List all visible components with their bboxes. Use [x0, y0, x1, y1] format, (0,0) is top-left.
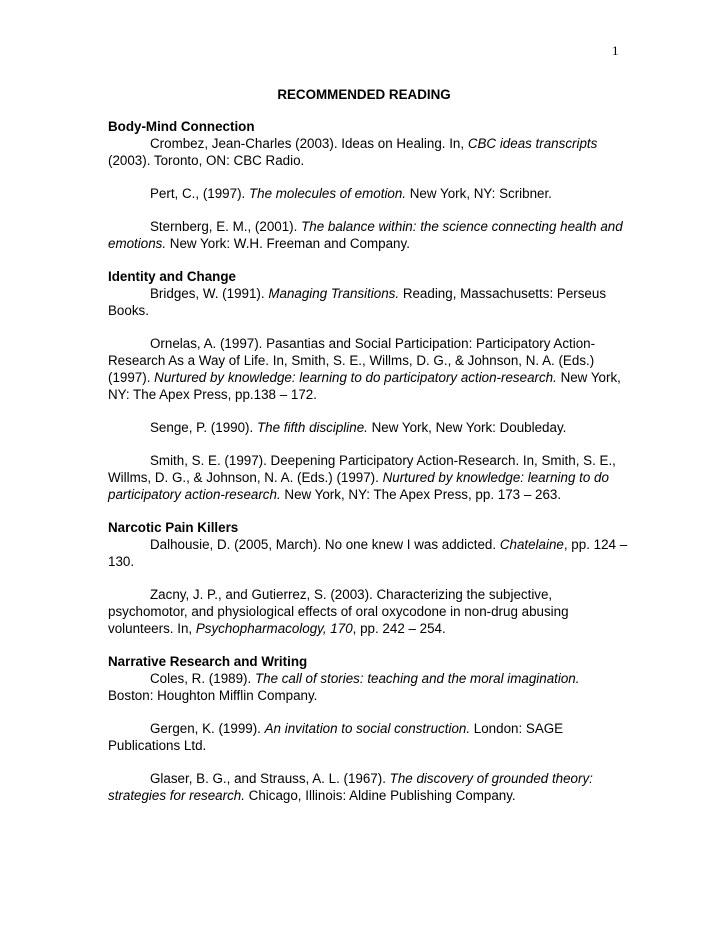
reference-entry: [108, 419, 628, 436]
reference-entry: [108, 335, 628, 403]
reference-text: Zacny, J. P., and Gutierrez, S. (2003). Characterizing the subjective, psychomotor, and physiological effects of oral oxycodone in non-drug abusing volunteers. In,: [108, 587, 569, 636]
reference-title-text: Nurtured by knowledge: learning to do participatory action-research.: [154, 370, 557, 385]
reference-entry: [108, 536, 628, 570]
reference-text: Boston: Houghton Mifflin Company.: [108, 688, 318, 703]
reference-text: , pp. 124 – 130.: [108, 537, 628, 569]
reference-text: Dalhousie, D. (2005, March). No one knew I was addicted.: [150, 537, 500, 552]
reference-entry: [108, 452, 628, 503]
reference-entry: [108, 586, 628, 637]
reference-text: New York, NY: Scribner.: [406, 186, 552, 201]
page-title: RECOMMENDED READING: [277, 87, 451, 102]
reference-entry: [108, 670, 628, 704]
reference-text: Chicago, Illinois: Aldine Publishing Company.: [244, 788, 516, 803]
reference-entry: [108, 218, 628, 252]
page-number: 1: [612, 43, 619, 58]
reference-title-text: An invitation to social construction.: [264, 721, 471, 736]
reference-entry: [108, 720, 628, 754]
reference-entry: [108, 770, 628, 804]
reference-title-text: The fifth discipline.: [256, 420, 368, 435]
reference-text: New York: W.H. Freeman and Company.: [166, 236, 410, 251]
reference-text: Smith, S. E. (1997). Deepening Participatory Action-Research. In, Smith, S. E., Willms, D. G., & Johnson, N. A. (Eds.) (1997).: [108, 453, 616, 485]
section: [108, 519, 628, 637]
reference-text: Pert, C., (1997).: [150, 186, 249, 201]
reference-text: London: SAGE Publications Ltd.: [108, 721, 564, 753]
section-heading: Narcotic Pain Killers: [108, 520, 239, 535]
reference-text: Senge, P. (1990).: [150, 420, 257, 435]
reference-entry: [108, 135, 628, 169]
reference-text: Coles, R. (1989).: [150, 671, 255, 686]
reading-list: [108, 118, 628, 820]
reference-title-text: The call of stories: teaching and the moral imagination.: [254, 671, 580, 686]
reference-text: Crombez, Jean-Charles (2003). Ideas on Healing. In,: [150, 136, 468, 151]
section: [108, 268, 628, 503]
reference-title-text: Psychopharmacology, 170: [195, 621, 353, 636]
reference-title-text: Managing Transitions.: [268, 286, 400, 301]
section-heading: Body-Mind Connection: [108, 119, 255, 134]
reference-title-text: The molecules of emotion.: [248, 186, 407, 201]
reference-text: (2003). Toronto, ON: CBC Radio.: [108, 153, 305, 168]
reference-text: Reading, Massachusetts: Perseus Books.: [108, 286, 607, 318]
reference-title-text: Chatelaine: [499, 537, 564, 552]
section: [108, 118, 628, 252]
reference-text: New York, NY: The Apex Press, pp. 173 – 263.: [280, 487, 562, 502]
reference-text: Glaser, B. G., and Strauss, A. L. (1967).: [150, 771, 390, 786]
reference-text: Gergen, K. (1999).: [150, 721, 265, 736]
reference-text: Bridges, W. (1991).: [150, 286, 269, 301]
reference-text: New York, NY: The Apex Press, pp.138 – 172.: [108, 370, 621, 402]
section: [108, 653, 628, 804]
reference-title-text: The discovery of grounded theory: strategies for research.: [108, 771, 593, 803]
section-heading: Narrative Research and Writing: [108, 654, 308, 669]
reference-text: New York, New York: Doubleday.: [367, 420, 567, 435]
reference-entry: [108, 185, 628, 202]
reference-text: Sternberg, E. M., (2001).: [150, 219, 302, 234]
section-heading: Identity and Change: [108, 269, 236, 284]
reference-title-text: The balance within: the science connecting health and emotions.: [108, 219, 623, 251]
reference-text: Ornelas, A. (1997). Pasantias and Social Participation: Participatory Action-Research As a Way of Life. In, Smith, S. E., Willms, D. G., & Johnson, N. A. (Eds.) (1997).: [108, 336, 596, 385]
reference-text: , pp. 242 – 254.: [352, 621, 446, 636]
reference-entry: [108, 285, 628, 319]
reference-title-text: CBC ideas transcripts: [467, 136, 598, 151]
reference-title-text: Nurtured by knowledge: learning to do participatory action-research.: [108, 470, 609, 502]
